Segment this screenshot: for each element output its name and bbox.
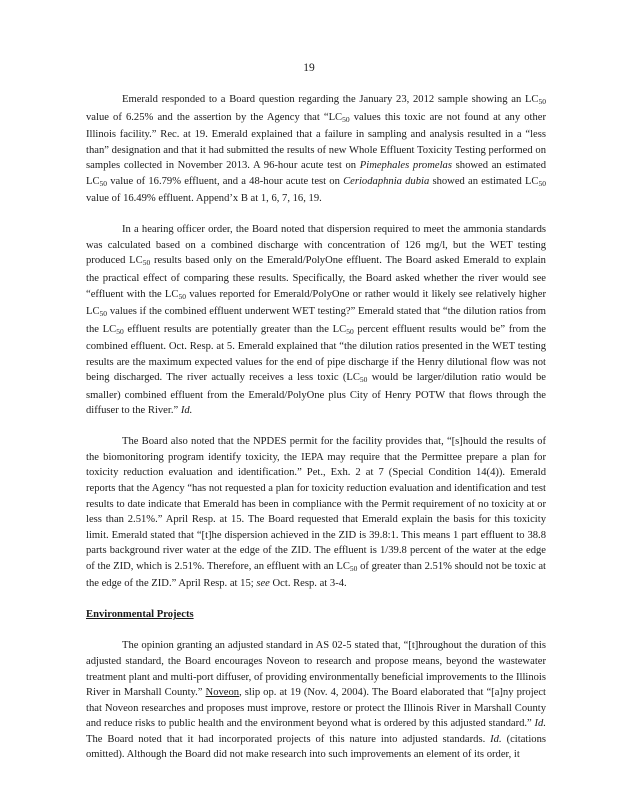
- subscript-text: 50: [116, 326, 124, 336]
- italic-text: Ceriodaphnia dubia: [343, 175, 430, 187]
- paragraph-text: value of 6.25% and the assertion by the Agency that “LC: [86, 111, 343, 123]
- paragraph-text: Emerald responded to a Board question regarding the January 23, 2012 sample showing an LC: [122, 94, 539, 105]
- paragraph-text: showed an estimated LC: [86, 160, 546, 187]
- subscript-text: 50: [99, 309, 108, 319]
- paragraph-text: effluent results are potentially greater than the LC: [123, 323, 347, 335]
- subscript-text: 50: [99, 178, 108, 188]
- page-number: 19: [303, 62, 315, 74]
- paragraph-text: percent effluent results would be” from the combined effluent. Oct. Resp. at 5. Emerald explained that “the dilution ratios presented in the WET testing results are the maximum expected values for the end of pipe discharge if the Henry dilutional flow was not being discharged. The river actually receives a less toxic (LC: [86, 323, 546, 384]
- italic-text: Pimephales promelas: [359, 160, 452, 172]
- paragraph-text: values if the combined effluent underwent WET testing?” Emerald stated that “the dilution ratios from the LC: [86, 306, 546, 335]
- section-heading: Environmental Projects: [86, 609, 194, 621]
- paragraph-text: values reported for Emerald/PolyOne or rather would it likely see relatively higher LC: [86, 288, 546, 318]
- italic-text: Id.: [490, 733, 502, 745]
- paragraph-text: value of 16.49% effluent. Append’x B at 1, 6, 7, 16, 19.: [86, 193, 322, 205]
- subscript-text: 50: [346, 326, 354, 336]
- paragraph-text: Oct. Resp. at 3-4.: [269, 578, 347, 590]
- subscript-text: 50: [342, 114, 350, 124]
- paragraph-text: The Board noted that it had incorporated projects of this nature into adjusted standards.: [86, 733, 491, 745]
- italic-text: Id.: [180, 405, 193, 417]
- paragraph-text: , slip op. at 19 (Nov. 4, 2004). The Board elaborated that “[a]ny project that Noveon researches and proposes must improve, restore or protect the Illinois River in Marshall County and reduce risks to public health and the environment beyond what is ordered by this adjusted standard.”: [86, 687, 546, 730]
- subscript-text: 50: [349, 563, 358, 573]
- case-name: Noveon: [205, 687, 240, 699]
- paragraph-text: results based only on the Emerald/PolyOne effluent. The Board asked Emerald to explain the practical effect of comparing these results. Specifically, the Board asked whether the river would see “effluent with the LC: [86, 255, 546, 300]
- paragraph-text: In a hearing officer order, the Board noted that dispersion required to meet the ammonia standards was calculated based on a combined discharge with concentration of 126 mg/l, but the WET testing produced LC: [86, 224, 546, 267]
- subscript-text: 50: [178, 291, 186, 301]
- paragraph-text: showed an estimated LC: [429, 175, 539, 187]
- paragraph-text: of greater than 2.51% should not be toxic at the edge of the ZID.” April Resp. at 15;: [86, 560, 546, 590]
- paragraph-text: The opinion granting an adjusted standard in AS 02-5 stated that, “[t]hroughout the duration of this adjusted standard, the Board encourages Noveon to research and propose means, beyond the wastewater treatment plant and multi-port diffuser, of providing environmentally beneficial improvements to the Illinois River in Marshall County.”: [86, 640, 546, 699]
- subscript-text: 50: [359, 375, 368, 385]
- body-paragraph: [86, 222, 546, 419]
- paragraph-text: would be larger/dilution ratio would be smaller) combined effluent from the Emerald/PolyOne plus City of Henry POTW that flows through the diffuser to the River.”: [86, 372, 547, 417]
- paragraph-text: value of 16.79% effluent, and a 48-hour acute test on: [107, 175, 344, 187]
- body-paragraph: [86, 434, 546, 591]
- subscript-text: 50: [142, 258, 151, 268]
- subscript-text: 50: [538, 178, 546, 188]
- paragraph-text: (citations omitted). Although the Board did not make research into such improvements an element of its order, it: [86, 733, 546, 761]
- body-paragraph: [86, 92, 546, 207]
- body-paragraph: [86, 638, 546, 762]
- italic-text: see: [256, 578, 270, 590]
- paragraph-text: values this toxic are not found at any other Illinois facility.” Rec. at 19. Emerald explained that a failure in sampling and analysis resulted in a “less than” designation and that it had submitted the results of new Whole Effluent Toxicity Testing performed on samples collected in November 2013. A 96-hour acute test on: [86, 111, 547, 172]
- paragraph-text: The Board also noted that the NPDES permit for the facility provides that, “[s]hould the results of the biomonitoring program identify toxicity, the IEPA may require that the Permittee prepare a plan for toxicity reduction evaluation and identification.” Pet., Exh. 2 at 7 (Special Condition 14(4)). Emerald reports that the Agency “has not requested a plan for toxicity reduction evaluation and identification and test results to date indicate that Emerald has been in compliance with the Permit requirement of no toxicity at or less than 2.51%.” April Resp. at 15. The Board requested that Emerald explain the basis for this toxicity limit. Emerald stated that “[t]he dispersion achieved in the ZID is 39.8:1. This means 1 part effluent to 38.8 parts background river water at the edge of the ZID. The effluent is 1/39.8 percent of the water at the edge of the ZID, which is 2.51%. Therefore, an effluent with an LC: [86, 436, 546, 572]
- document-body: [86, 92, 546, 778]
- subscript-text: 50: [538, 97, 546, 106]
- italic-text: Id.: [534, 718, 546, 730]
